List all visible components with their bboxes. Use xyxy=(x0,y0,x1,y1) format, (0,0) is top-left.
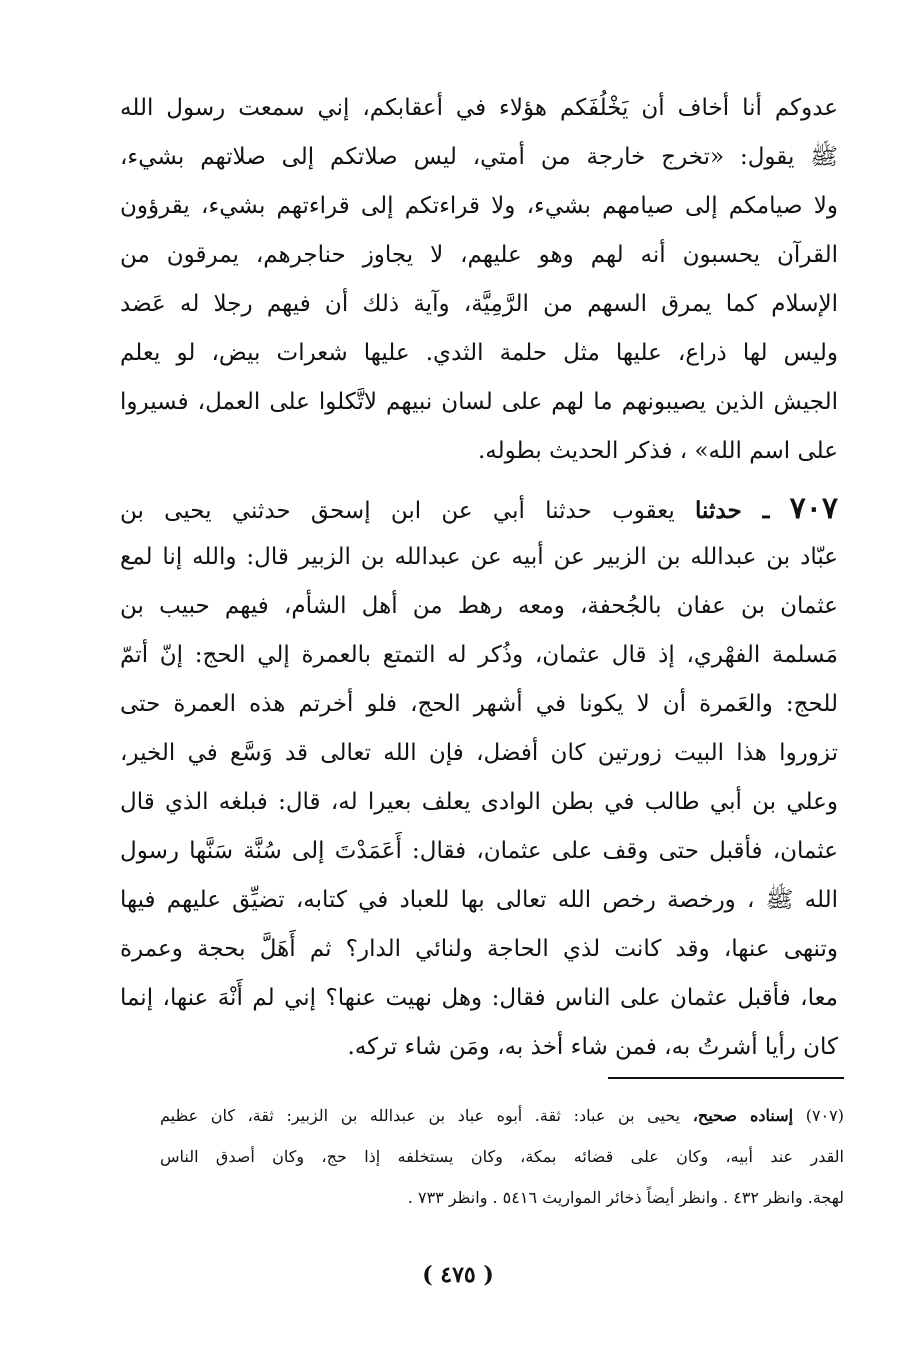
text-line: معا، فأقبل عثمان على الناس فقال: وهل نهيت عنها؟ إني لم أَنْهَ عنها، إنما xyxy=(120,985,838,1011)
text-line: عثمان، فأقبل حتى وقف على عثمان، فقال: أَعَمَدْتَ إلى سُنَّة سَنَّها رسول xyxy=(120,838,838,864)
footnote-first-rest: يحيى بن عباد: ثقة. أبوه عباد بن عبدالله بن الزبير: ثقة، كان عظيم xyxy=(160,1106,681,1125)
footnote-ref: (٧٠٧) xyxy=(805,1106,844,1125)
paragraph-gap xyxy=(120,476,838,484)
text-line: وتنهى عنها، وقد كانت لذي الحاجة ولنائي الدار؟ ثم أَهَلَّ بحجة وعمرة xyxy=(120,936,838,962)
text-line: للحج: والعَمرة أن لا يكونا في أشهر الحج، فلو أخرتم هذه العمرة حتى xyxy=(120,691,838,717)
hadith-opening: ـ حدثنا xyxy=(695,497,770,524)
hadith-first-line xyxy=(120,484,838,533)
page-number: ( ٤٧٥ ) xyxy=(422,1262,494,1288)
text-line: وليس لها ذراع، عليها مثل حلمة الثدي. عليها شعرات بيض، لو يعلم xyxy=(120,340,838,366)
text-line: الله ﷺ ، ورخصة رخص الله تعالى بها للعباد في كتابه، تضيِّق عليهم فيها xyxy=(120,887,838,913)
footnote-first-line xyxy=(160,1095,844,1136)
text-line: كان رأيا أشرتُ به، فمن شاء أخذ به، ومَن شاء تركه. xyxy=(347,1034,838,1060)
text-line: القرآن يحسبون أنه لهم وهو عليهم، لا يجاوز حناجرهم، يمرقون من xyxy=(120,242,838,268)
text-line: عبّاد بن عبدالله بن الزبير عن أبيه عن عبدالله بن الزبير قال: والله إنا لمع xyxy=(120,544,838,570)
footnotes xyxy=(160,1095,844,1218)
text-line: الجيش الذين يصيبونهم ما لهم على لسان نبيهم لاتَّكلوا على العمل، فسيروا xyxy=(120,389,838,415)
text-line: على اسم الله» ، فذكر الحديث بطوله. xyxy=(478,438,838,464)
main-text xyxy=(120,84,838,1072)
hadith-first-line-rest: يعقوب حدثنا أبي عن ابن إسحق حدثني يحيى بن xyxy=(120,498,675,524)
text-line: وعلي بن أبي طالب في بطن الوادى يعلف بعيرا له، قال: فبلغه الذي قال xyxy=(120,789,838,815)
text-line: ﷺ يقول: «تخرج خارجة من أمتي، ليس صلاتكم إلى صلاتهم بشيء، xyxy=(120,144,838,170)
footnote-label: إسناده صحيح، xyxy=(692,1106,794,1125)
text-line: مَسلمة الفهْري، إذ قال عثمان، وذُكر له التمتع بالعمرة إلي الحج: إنّ أتمّ xyxy=(120,642,838,668)
text-line: عثمان بن عفان بالجُحفة، ومعه رهط من أهل الشأم، فيهم حبيب بن xyxy=(120,593,838,619)
text-line: الإسلام كما يمرق السهم من الرَّمِيَّة، وآية ذلك أن فيهم رجلا له عَضد xyxy=(120,291,838,317)
text-line: تزوروا هذا البيت زورتين كان أفضل، فإن الله تعالى قد وَسَّع في الخير، xyxy=(120,740,838,766)
footnote-line: لهجة. وانظر ٤٣٢ . وانظر أيضاً ذخائر المواريث ٥٤١٦ . وانظر ٧٣٣ . xyxy=(407,1188,844,1207)
footnote-divider xyxy=(608,1077,844,1079)
footnote-line: القدر عند أبيه، وكان على قضائه بمكة، وكان يستخلفه إذا حج، وكان أصدق الناس xyxy=(160,1147,844,1166)
hadith-number: ٧٠٧ xyxy=(789,491,838,526)
text-line: ولا صيامكم إلى صيامهم بشيء، ولا قراءتكم إلى قراءتهم بشيء، يقرؤون xyxy=(120,193,838,219)
text-line: عدوكم أنا أخاف أن يَخْلُفَكم هؤلاء في أعقابكم، إني سمعت رسول الله xyxy=(120,95,838,121)
